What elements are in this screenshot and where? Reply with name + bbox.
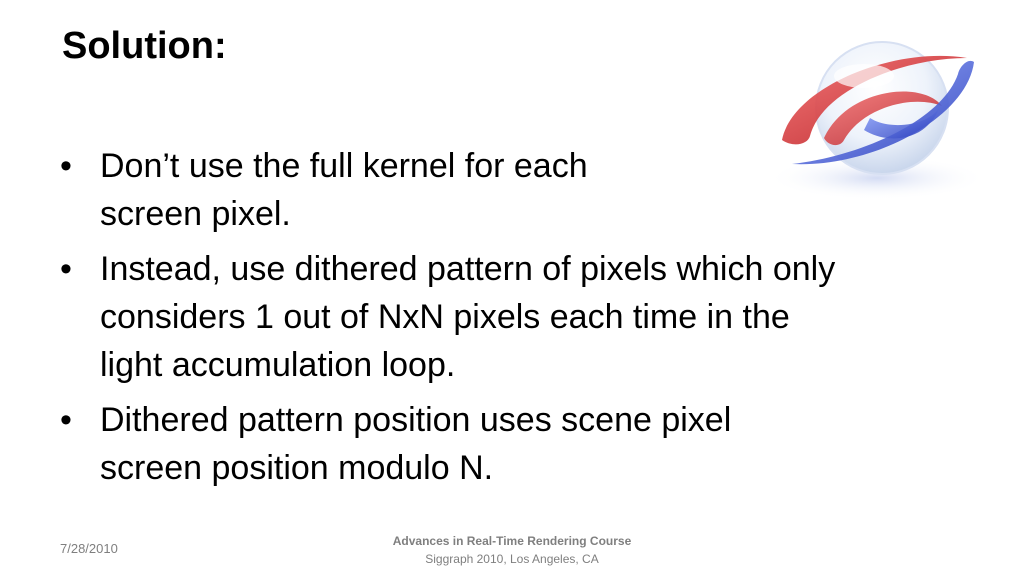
bullet-marker: • (60, 147, 72, 185)
bullet-line: screen pixel. (100, 195, 291, 233)
siggraph-swirl-logo-icon (752, 28, 1002, 208)
bullet-line: considers 1 out of NxN pixels each time in the (100, 298, 790, 336)
bullet-item (60, 396, 835, 492)
bullet-line: Don’t use the full kernel for each (100, 147, 588, 185)
bullet-list (60, 142, 835, 499)
bullet-line: light accumulation loop. (100, 346, 456, 384)
bullet-marker: • (60, 250, 72, 288)
footer-event: Siggraph 2010, Los Angeles, CA (425, 552, 599, 566)
bullet-line: screen position modulo N. (100, 449, 494, 487)
bullet-line: Instead, use dithered pattern of pixels which only (100, 250, 836, 288)
bullet-marker: • (60, 401, 72, 439)
slide-title: Solution: (62, 25, 227, 67)
footer-date: 7/28/2010 (60, 541, 118, 556)
bullet-item (60, 245, 835, 389)
footer-center (352, 532, 672, 568)
bullet-item (60, 142, 835, 238)
bullet-line: Dithered pattern position uses scene pixel (100, 401, 732, 439)
footer-course-title: Advances in Real-Time Rendering Course (392, 534, 632, 548)
